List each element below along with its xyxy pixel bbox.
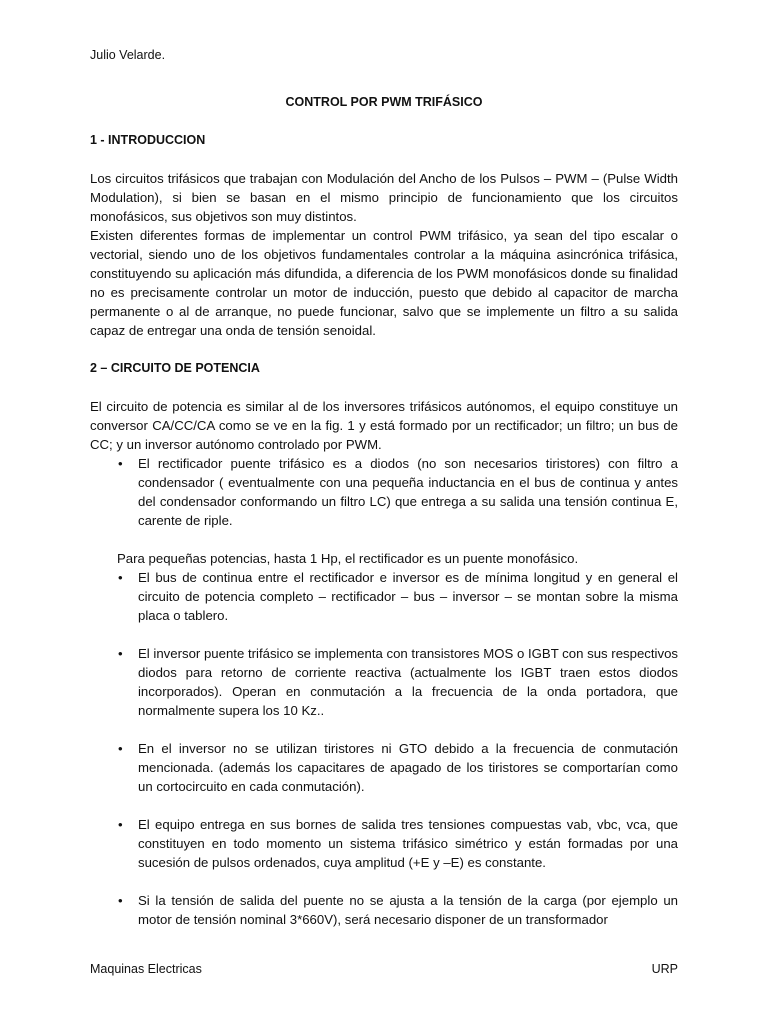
document-title: CONTROL POR PWM TRIFÁSICO <box>285 95 483 109</box>
list-item: • El equipo entrega en sus bornes de salida tres tensiones compuestas vab, vbc, vca, que constituyen en todo momento un sistema trifásico simétrico y están formadas por una sucesión de pulsos ordenados, cuya amplitud (+E y –E) es constante. <box>118 817 678 870</box>
paragraph: Existen diferentes formas de implementar un control PWM trifásico, ya sean del tipo escalar o vectorial, siendo uno de los objetivos fundamentales controlar a la máquina asincrónica trifásica, constituyendo su aplicación más difundida, a diferencia de los PWM monofásicos donde su finalidad no es precisamente controlar un motor de inducción, puesto que debido al capacitor de marcha permanente o al de arranque, no puede funcionar, salvo que se implemente un filtro a su salida capaz de entregar una onda de tensión senoidal. <box>90 228 678 338</box>
list-item: • El bus de continua entre el rectificador e inversor es de mínima longitud y en general el circuito de potencia completo – rectificador – bus – inversor – se montan sobre la misma placa o tablero. <box>118 570 678 623</box>
document-page <box>90 0 678 1024</box>
bullet-list <box>90 568 678 625</box>
footer-institution: URP <box>651 962 678 976</box>
bullet-icon: • <box>118 741 123 756</box>
bullet-icon: • <box>118 646 123 661</box>
bullet-list <box>90 454 678 530</box>
author-name: Julio Velarde. <box>90 48 166 62</box>
bullet-list <box>90 891 678 929</box>
list-item: • El rectificador puente trifásico es a diodos (no son necesarios tiristores) con filtro a condensador ( eventualmente con una pequeña inductancia en el bus de continua y antes del condensador conformando un filtro LC) que entrega a su salida una tensión continua E, carente de riple. <box>118 456 678 528</box>
bullet-icon: • <box>118 893 123 908</box>
note-paragraph: Para pequeñas potencias, hasta 1 Hp, el rectificador es un puente monofásico. <box>117 551 579 566</box>
paragraph: Los circuitos trifásicos que trabajan con Modulación del Ancho de los Pulsos – PWM – (Pulse Width Modulation), si bien se basan en el mismo principio de funcionamiento que los circuitos monofásicos, sus objetivos son muy distintos. <box>90 171 678 224</box>
footer-course: Maquinas Electricas <box>90 962 202 976</box>
bullet-list <box>90 815 678 872</box>
list-item: • El inversor puente trifásico se implementa con transistores MOS o IGBT con sus respectivos diodos para retorno de corriente reactiva (actualmente los IGBT traen estos diodos incorporados). Operan en conmutación a la frecuencia de la onda portadora, que normalmente supera los 10 Kz.. <box>118 646 678 718</box>
section-heading-introduccion: 1 - INTRODUCCION <box>90 133 206 147</box>
bullet-list <box>90 644 678 720</box>
paragraph: El circuito de potencia es similar al de los inversores trifásicos autónomos, el equipo constituye un conversor CA/CC/CA como se ve en la fig. 1 y está formado por un rectificador; un filtro; un bus de CC; y un inversor autónomo controlado por PWM. <box>90 399 678 452</box>
section-heading-circuito-potencia: 2 – CIRCUITO DE POTENCIA <box>90 361 260 375</box>
list-item: • En el inversor no se utilizan tiristores ni GTO debido a la frecuencia de conmutación mencionada. (además los capacitares de apagado de los tiristores se comportarían como un cortocircuito en cada conmutación). <box>118 741 678 794</box>
list-item: • Si la tensión de salida del puente no se ajusta a la tensión de la carga (por ejemplo un motor de tensión nominal 3*660V), será necesario disponer de un transformador <box>118 893 678 927</box>
bullet-icon: • <box>118 570 123 585</box>
document-body <box>90 131 678 929</box>
bullet-icon: • <box>118 817 123 832</box>
bullet-icon: • <box>118 456 123 471</box>
bullet-list <box>90 739 678 796</box>
